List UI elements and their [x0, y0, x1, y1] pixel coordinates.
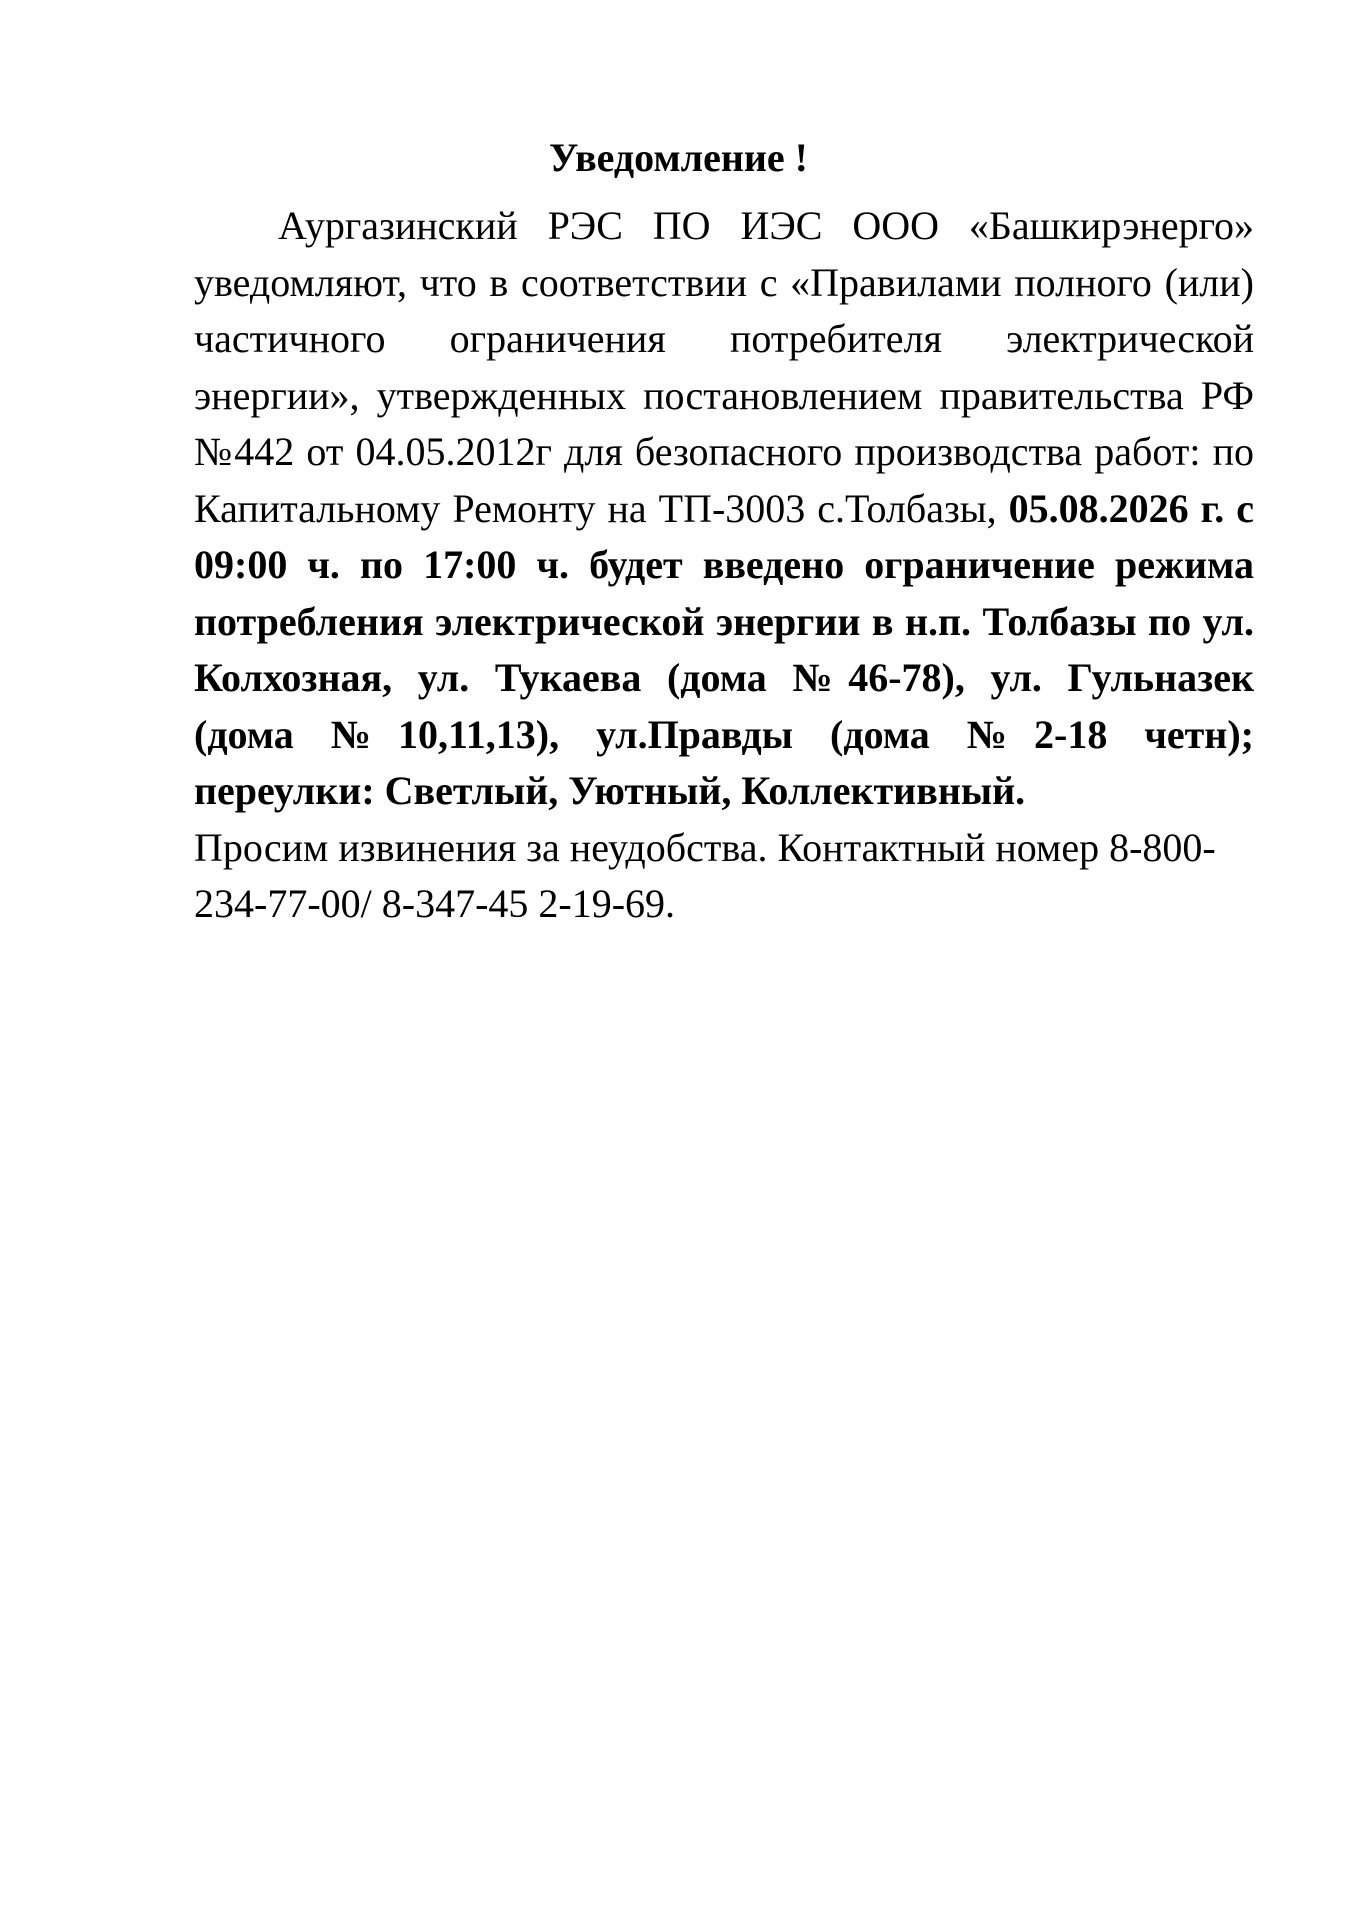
- notice-intro-text: Аургазинский РЭС ПО ИЭС ООО «Башкирэнерго» уведомляют, что в соответствии с «Правилами полного (или) частичного ограничения потребителя электрической энергии», утвержденных постановлением правительства РФ №442 от 04.05.2012г для безопасного производства работ: по Капитальному Ремонту на ТП-3003 с.Толбазы,: [194, 203, 1254, 531]
- notice-body: [194, 198, 1254, 933]
- notice-main-paragraph: [194, 198, 1254, 820]
- notice-title: Уведомление !: [549, 135, 808, 180]
- notice-outage-details: 05.08.2026 г. с 09:00 ч. по 17:00 ч. будет введено ограничение режима потребления электрической энергии в н.п. Толбазы по ул. Колхозная, ул. Тукаева (дома №46-78), ул. Гульназек (дома №10,11,13), ул.Правды (дома №2-18 четн); переулки: Светлый, Уютный, Коллективный.: [194, 485, 1255, 813]
- notice-closing-paragraph: Просим извинения за неудобства. Контактный номер 8-800-234-77-00/ 8-347-45 2-19-69.: [194, 824, 1216, 926]
